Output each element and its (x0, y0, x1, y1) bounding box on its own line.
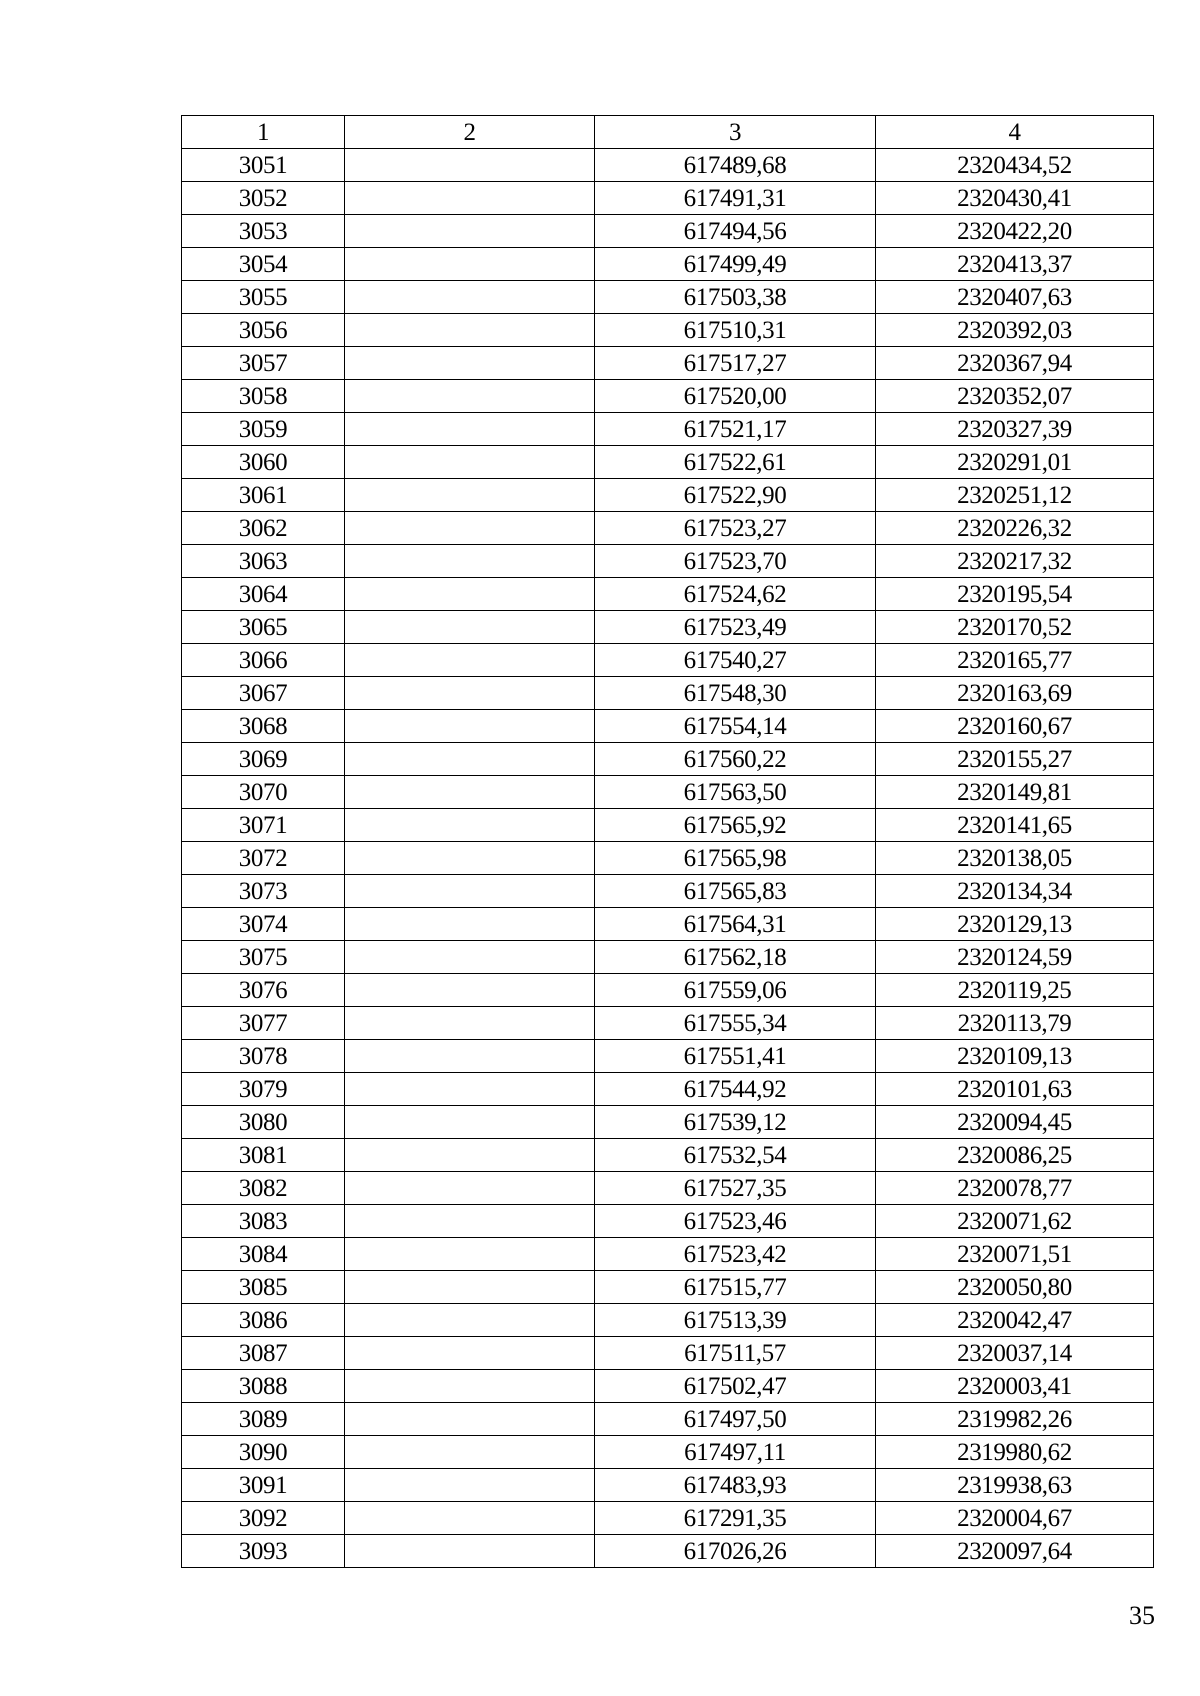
x-coordinate-cell: 617564,31 (595, 908, 876, 941)
point-number-cell: 3091 (182, 1469, 345, 1502)
table-row (182, 248, 1154, 281)
x-coordinate-cell: 617523,46 (595, 1205, 876, 1238)
table-row (182, 413, 1154, 446)
column-2-cell (345, 1502, 595, 1535)
x-coordinate-cell: 617559,06 (595, 974, 876, 1007)
y-coordinate-cell: 2320101,63 (876, 1073, 1154, 1106)
column-2-cell (345, 314, 595, 347)
column-2-cell (345, 1106, 595, 1139)
table-row (182, 380, 1154, 413)
point-number-cell: 3089 (182, 1403, 345, 1436)
x-coordinate-cell: 617555,34 (595, 1007, 876, 1040)
x-coordinate-cell: 617548,30 (595, 677, 876, 710)
y-coordinate-cell: 2320392,03 (876, 314, 1154, 347)
y-coordinate-cell: 2320352,07 (876, 380, 1154, 413)
x-coordinate-cell: 617522,90 (595, 479, 876, 512)
y-coordinate-cell: 2320124,59 (876, 941, 1154, 974)
column-2-cell (345, 281, 595, 314)
page-number: 35 (1129, 1601, 1155, 1630)
column-2-cell (345, 974, 595, 1007)
table-row (182, 215, 1154, 248)
table-row (182, 644, 1154, 677)
x-coordinate-cell: 617511,57 (595, 1337, 876, 1370)
table-row (182, 776, 1154, 809)
point-number-cell: 3087 (182, 1337, 345, 1370)
point-number-cell: 3059 (182, 413, 345, 446)
x-coordinate-cell: 617489,68 (595, 149, 876, 182)
table-row (182, 1502, 1154, 1535)
point-number-cell: 3072 (182, 842, 345, 875)
y-coordinate-cell: 2319980,62 (876, 1436, 1154, 1469)
x-coordinate-cell: 617497,11 (595, 1436, 876, 1469)
x-coordinate-cell: 617563,50 (595, 776, 876, 809)
table-body (182, 149, 1154, 1568)
column-header-4: 4 (876, 116, 1154, 149)
column-2-cell (345, 1403, 595, 1436)
table-row (182, 1106, 1154, 1139)
table-row (182, 1337, 1154, 1370)
table-row (182, 1469, 1154, 1502)
table-row (182, 1139, 1154, 1172)
point-number-cell: 3084 (182, 1238, 345, 1271)
column-2-cell (345, 941, 595, 974)
y-coordinate-cell: 2320113,79 (876, 1007, 1154, 1040)
table-row (182, 281, 1154, 314)
coordinates-table (181, 115, 1154, 1568)
y-coordinate-cell: 2320109,13 (876, 1040, 1154, 1073)
column-2-cell (345, 842, 595, 875)
point-number-cell: 3052 (182, 182, 345, 215)
table-row (182, 545, 1154, 578)
column-2-cell (345, 1205, 595, 1238)
y-coordinate-cell: 2320413,37 (876, 248, 1154, 281)
column-header-1: 1 (182, 116, 345, 149)
y-coordinate-cell: 2320434,52 (876, 149, 1154, 182)
point-number-cell: 3086 (182, 1304, 345, 1337)
y-coordinate-cell: 2320327,39 (876, 413, 1154, 446)
y-coordinate-cell: 2320170,52 (876, 611, 1154, 644)
column-2-cell (345, 1304, 595, 1337)
y-coordinate-cell: 2320119,25 (876, 974, 1154, 1007)
column-2-cell (345, 1238, 595, 1271)
x-coordinate-cell: 617565,83 (595, 875, 876, 908)
table-row (182, 182, 1154, 215)
table-row (182, 1205, 1154, 1238)
point-number-cell: 3090 (182, 1436, 345, 1469)
point-number-cell: 3077 (182, 1007, 345, 1040)
column-2-cell (345, 776, 595, 809)
point-number-cell: 3074 (182, 908, 345, 941)
column-2-cell (345, 149, 595, 182)
point-number-cell: 3067 (182, 677, 345, 710)
point-number-cell: 3076 (182, 974, 345, 1007)
column-2-cell (345, 182, 595, 215)
point-number-cell: 3092 (182, 1502, 345, 1535)
y-coordinate-cell: 2320086,25 (876, 1139, 1154, 1172)
column-2-cell (345, 215, 595, 248)
point-number-cell: 3068 (182, 710, 345, 743)
table-row (182, 743, 1154, 776)
table-row (182, 974, 1154, 1007)
point-number-cell: 3088 (182, 1370, 345, 1403)
table-row (182, 512, 1154, 545)
point-number-cell: 3063 (182, 545, 345, 578)
y-coordinate-cell: 2320004,67 (876, 1502, 1154, 1535)
column-2-cell (345, 413, 595, 446)
x-coordinate-cell: 617560,22 (595, 743, 876, 776)
y-coordinate-cell: 2320149,81 (876, 776, 1154, 809)
table-row (182, 611, 1154, 644)
point-number-cell: 3066 (182, 644, 345, 677)
column-2-cell (345, 1073, 595, 1106)
x-coordinate-cell: 617551,41 (595, 1040, 876, 1073)
table-row (182, 149, 1154, 182)
y-coordinate-cell: 2320138,05 (876, 842, 1154, 875)
column-2-cell (345, 1172, 595, 1205)
column-2-cell (345, 908, 595, 941)
point-number-cell: 3078 (182, 1040, 345, 1073)
column-header-2: 2 (345, 116, 595, 149)
y-coordinate-cell: 2320367,94 (876, 347, 1154, 380)
point-number-cell: 3070 (182, 776, 345, 809)
table-row (182, 1436, 1154, 1469)
x-coordinate-cell: 617522,61 (595, 446, 876, 479)
table-row (182, 314, 1154, 347)
point-number-cell: 3062 (182, 512, 345, 545)
table-row (182, 941, 1154, 974)
column-2-cell (345, 644, 595, 677)
point-number-cell: 3073 (182, 875, 345, 908)
table-row (182, 578, 1154, 611)
column-2-cell (345, 1370, 595, 1403)
table-row (182, 1073, 1154, 1106)
table-row (182, 1535, 1154, 1568)
point-number-cell: 3061 (182, 479, 345, 512)
table-row (182, 1403, 1154, 1436)
point-number-cell: 3081 (182, 1139, 345, 1172)
column-2-cell (345, 545, 595, 578)
point-number-cell: 3057 (182, 347, 345, 380)
table-row (182, 875, 1154, 908)
column-2-cell (345, 1337, 595, 1370)
point-number-cell: 3065 (182, 611, 345, 644)
x-coordinate-cell: 617026,26 (595, 1535, 876, 1568)
table-row (182, 347, 1154, 380)
x-coordinate-cell: 617540,27 (595, 644, 876, 677)
table-row (182, 677, 1154, 710)
table-row (182, 1370, 1154, 1403)
y-coordinate-cell: 2320155,27 (876, 743, 1154, 776)
y-coordinate-cell: 2320226,32 (876, 512, 1154, 545)
column-2-cell (345, 248, 595, 281)
column-2-cell (345, 1139, 595, 1172)
x-coordinate-cell: 617510,31 (595, 314, 876, 347)
x-coordinate-cell: 617513,39 (595, 1304, 876, 1337)
column-2-cell (345, 380, 595, 413)
table-row (182, 1007, 1154, 1040)
point-number-cell: 3069 (182, 743, 345, 776)
x-coordinate-cell: 617523,49 (595, 611, 876, 644)
y-coordinate-cell: 2320217,32 (876, 545, 1154, 578)
x-coordinate-cell: 617527,35 (595, 1172, 876, 1205)
x-coordinate-cell: 617565,92 (595, 809, 876, 842)
y-coordinate-cell: 2320071,62 (876, 1205, 1154, 1238)
x-coordinate-cell: 617503,38 (595, 281, 876, 314)
column-2-cell (345, 578, 595, 611)
x-coordinate-cell: 617523,42 (595, 1238, 876, 1271)
y-coordinate-cell: 2320134,34 (876, 875, 1154, 908)
column-2-cell (345, 809, 595, 842)
y-coordinate-cell: 2320094,45 (876, 1106, 1154, 1139)
y-coordinate-cell: 2320163,69 (876, 677, 1154, 710)
y-coordinate-cell: 2320422,20 (876, 215, 1154, 248)
point-number-cell: 3055 (182, 281, 345, 314)
x-coordinate-cell: 617499,49 (595, 248, 876, 281)
x-coordinate-cell: 617497,50 (595, 1403, 876, 1436)
column-2-cell (345, 446, 595, 479)
table-header-row (182, 116, 1154, 149)
column-2-cell (345, 875, 595, 908)
y-coordinate-cell: 2320042,47 (876, 1304, 1154, 1337)
x-coordinate-cell: 617291,35 (595, 1502, 876, 1535)
point-number-cell: 3053 (182, 215, 345, 248)
x-coordinate-cell: 617502,47 (595, 1370, 876, 1403)
y-coordinate-cell: 2320037,14 (876, 1337, 1154, 1370)
x-coordinate-cell: 617515,77 (595, 1271, 876, 1304)
table-row (182, 1304, 1154, 1337)
x-coordinate-cell: 617491,31 (595, 182, 876, 215)
point-number-cell: 3075 (182, 941, 345, 974)
x-coordinate-cell: 617520,00 (595, 380, 876, 413)
column-2-cell (345, 347, 595, 380)
point-number-cell: 3079 (182, 1073, 345, 1106)
table-row (182, 1172, 1154, 1205)
x-coordinate-cell: 617523,27 (595, 512, 876, 545)
y-coordinate-cell: 2320071,51 (876, 1238, 1154, 1271)
table-row (182, 446, 1154, 479)
table-row (182, 842, 1154, 875)
table-row (182, 479, 1154, 512)
x-coordinate-cell: 617539,12 (595, 1106, 876, 1139)
y-coordinate-cell: 2320407,63 (876, 281, 1154, 314)
point-number-cell: 3056 (182, 314, 345, 347)
point-number-cell: 3064 (182, 578, 345, 611)
point-number-cell: 3054 (182, 248, 345, 281)
column-2-cell (345, 1271, 595, 1304)
column-2-cell (345, 677, 595, 710)
column-2-cell (345, 743, 595, 776)
x-coordinate-cell: 617523,70 (595, 545, 876, 578)
point-number-cell: 3051 (182, 149, 345, 182)
column-2-cell (345, 479, 595, 512)
y-coordinate-cell: 2320165,77 (876, 644, 1154, 677)
y-coordinate-cell: 2319982,26 (876, 1403, 1154, 1436)
x-coordinate-cell: 617521,17 (595, 413, 876, 446)
x-coordinate-cell: 617562,18 (595, 941, 876, 974)
column-2-cell (345, 1007, 595, 1040)
x-coordinate-cell: 617494,56 (595, 215, 876, 248)
y-coordinate-cell: 2320097,64 (876, 1535, 1154, 1568)
x-coordinate-cell: 617483,93 (595, 1469, 876, 1502)
x-coordinate-cell: 617517,27 (595, 347, 876, 380)
y-coordinate-cell: 2320160,67 (876, 710, 1154, 743)
table-row (182, 710, 1154, 743)
x-coordinate-cell: 617524,62 (595, 578, 876, 611)
x-coordinate-cell: 617532,54 (595, 1139, 876, 1172)
column-2-cell (345, 710, 595, 743)
table-row (182, 1040, 1154, 1073)
x-coordinate-cell: 617565,98 (595, 842, 876, 875)
point-number-cell: 3060 (182, 446, 345, 479)
column-2-cell (345, 1535, 595, 1568)
y-coordinate-cell: 2320129,13 (876, 908, 1154, 941)
table-row (182, 908, 1154, 941)
point-number-cell: 3085 (182, 1271, 345, 1304)
column-2-cell (345, 1040, 595, 1073)
column-2-cell (345, 611, 595, 644)
y-coordinate-cell: 2320003,41 (876, 1370, 1154, 1403)
point-number-cell: 3080 (182, 1106, 345, 1139)
y-coordinate-cell: 2320291,01 (876, 446, 1154, 479)
y-coordinate-cell: 2320078,77 (876, 1172, 1154, 1205)
y-coordinate-cell: 2320050,80 (876, 1271, 1154, 1304)
x-coordinate-cell: 617544,92 (595, 1073, 876, 1106)
table-row (182, 1271, 1154, 1304)
column-2-cell (345, 1436, 595, 1469)
column-2-cell (345, 512, 595, 545)
point-number-cell: 3071 (182, 809, 345, 842)
x-coordinate-cell: 617554,14 (595, 710, 876, 743)
column-2-cell (345, 1469, 595, 1502)
y-coordinate-cell: 2320430,41 (876, 182, 1154, 215)
point-number-cell: 3082 (182, 1172, 345, 1205)
y-coordinate-cell: 2319938,63 (876, 1469, 1154, 1502)
y-coordinate-cell: 2320251,12 (876, 479, 1154, 512)
y-coordinate-cell: 2320141,65 (876, 809, 1154, 842)
table-row (182, 1238, 1154, 1271)
point-number-cell: 3083 (182, 1205, 345, 1238)
column-header-3: 3 (595, 116, 876, 149)
point-number-cell: 3093 (182, 1535, 345, 1568)
y-coordinate-cell: 2320195,54 (876, 578, 1154, 611)
point-number-cell: 3058 (182, 380, 345, 413)
table-row (182, 809, 1154, 842)
